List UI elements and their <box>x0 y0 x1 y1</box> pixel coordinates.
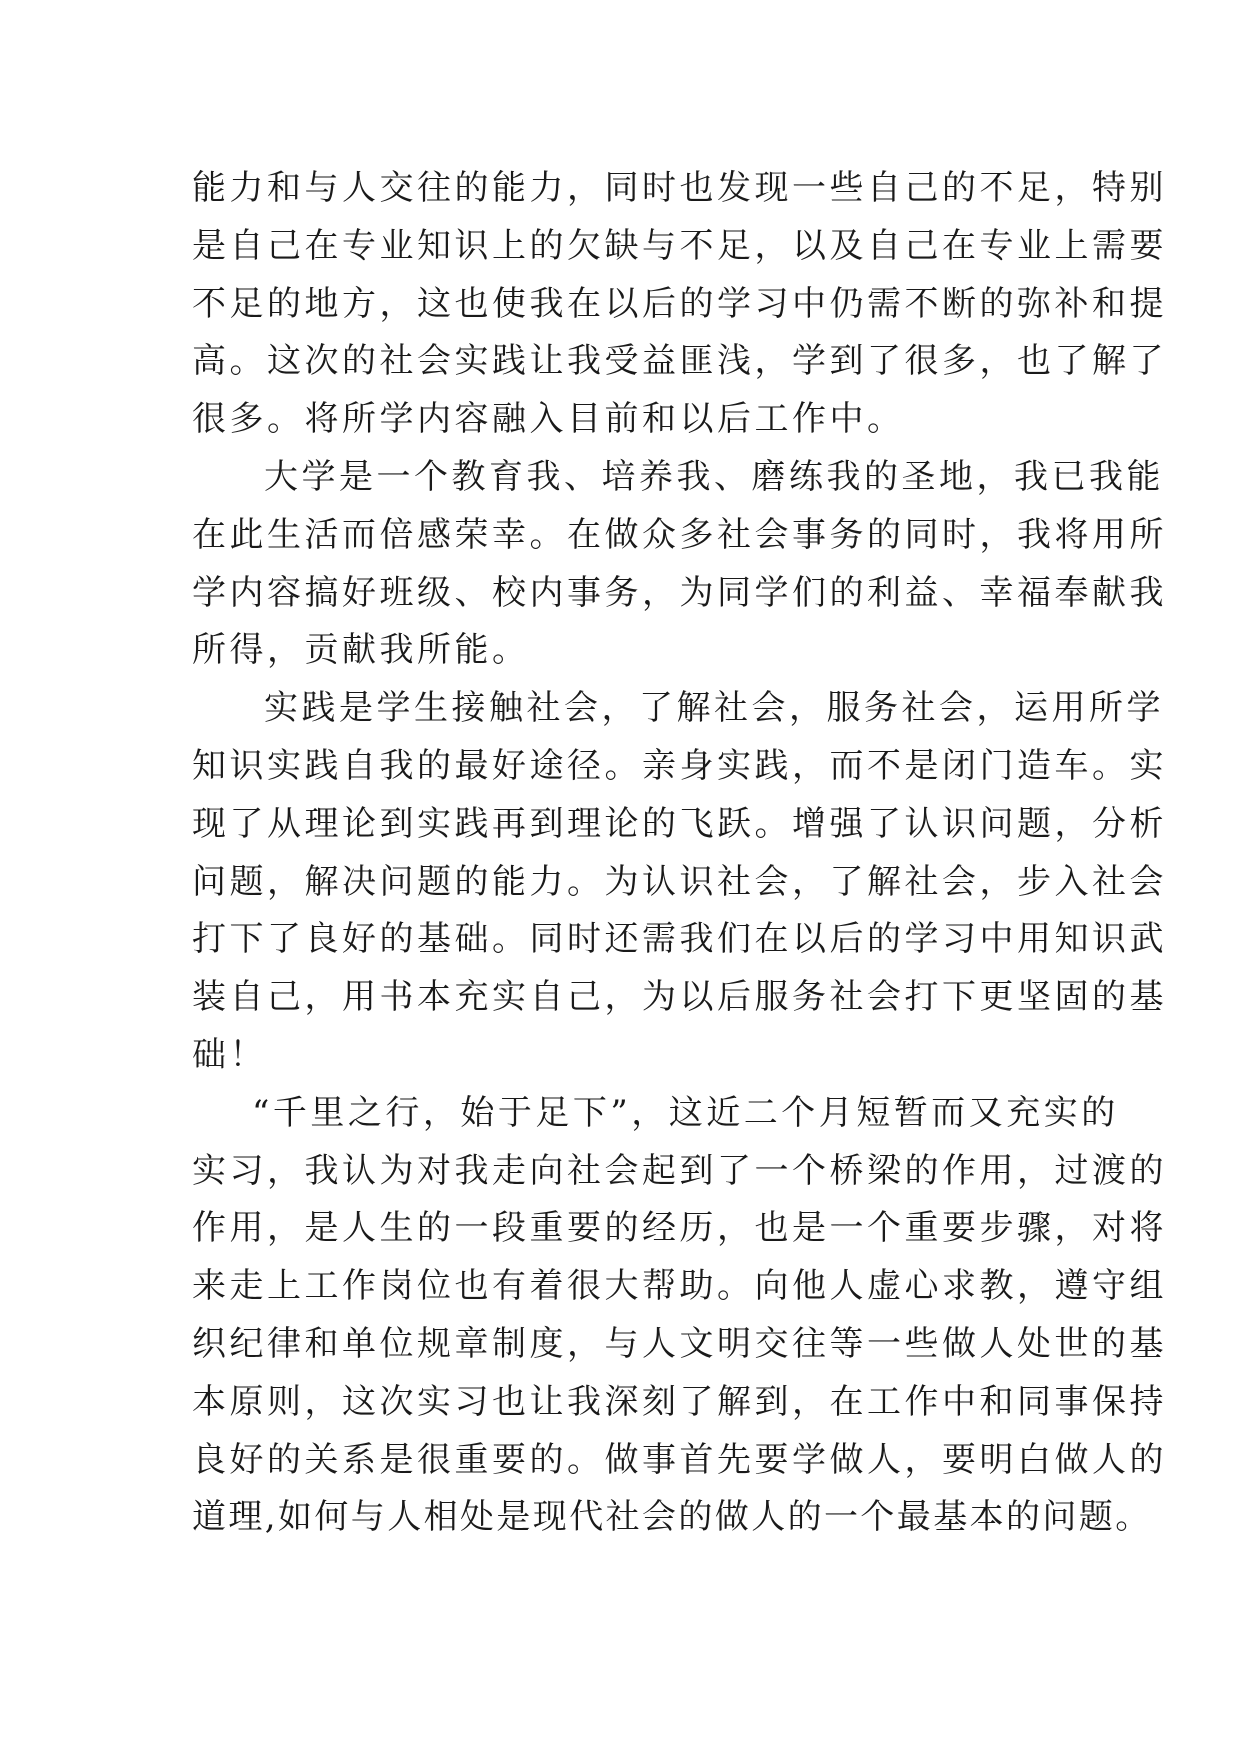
text-line: 实践是学生接触社会，了解社会，服务社会，运用所学 <box>264 688 1164 729</box>
text-line: 来走上工作岗位也有着很大帮助。向他人虚心求教，遵守组 <box>192 1266 1167 1307</box>
text-line: 良好的关系是很重要的。做事首先要学做人，要明白做人的 <box>192 1439 1167 1480</box>
text-line: 作用，是人生的一段重要的经历，也是一个重要步骤，对将 <box>192 1208 1167 1249</box>
text-line: 本原则，这次实习也让我深刻了解到，在工作中和同事保持 <box>192 1381 1167 1422</box>
text-line: 在此生活而倍感荣幸。在做众多社会事务的同时，我将用所 <box>192 514 1167 555</box>
text-line: 装自己，用书本充实自己，为以后服务社会打下更坚固的基 <box>192 977 1167 1018</box>
text-line: 很多。将所学内容融入目前和以后工作中。 <box>192 399 905 440</box>
text-line: 础！ <box>192 1034 267 1075</box>
paragraph-4 <box>192 1085 1167 1547</box>
text-line: 知识实践自我的最好途径。亲身实践，而不是闭门造车。实 <box>192 745 1167 786</box>
paragraph-3 <box>192 680 1167 1085</box>
text-line: 学内容搞好班级、校内事务，为同学们的利益、幸福奉献我 <box>192 572 1167 613</box>
text-line: 大学是一个教育我、培养我、磨练我的圣地，我已我能 <box>264 456 1164 497</box>
text-line: 能力和与人交往的能力，同时也发现一些自己的不足，特别 <box>192 168 1167 208</box>
text-line: 问题，解决问题的能力。为认识社会，了解社会，步入社会 <box>192 861 1167 902</box>
text-line: 打下了良好的基础。同时还需我们在以后的学习中用知识武 <box>192 919 1167 960</box>
paragraph-1 <box>192 160 1167 449</box>
text-line: 道理,如何与人相处是现代社会的做人的一个最基本的问题。 <box>192 1497 1152 1538</box>
text-line: “千里之行，始于足下”，这近二个月短暂而又充实的 <box>252 1092 1119 1133</box>
text-line: 现了从理论到实践再到理论的飞跃。增强了认识问题，分析 <box>192 803 1167 844</box>
text-line: 织纪律和单位规章制度，与人文明交往等一些做人处世的基 <box>192 1323 1167 1364</box>
text-line: 实习，我认为对我走向社会起到了一个桥梁的作用，过渡的 <box>192 1150 1167 1191</box>
text-line: 是自己在专业知识上的欠缺与不足，以及自己在专业上需要 <box>192 225 1167 266</box>
text-line: 所得，贡献我所能。 <box>192 630 530 671</box>
text-line: 高。这次的社会实践让我受益匪浅，学到了很多，也了解了 <box>192 341 1167 382</box>
paragraph-2 <box>192 449 1167 680</box>
text-line: 不足的地方，这也使我在以后的学习中仍需不断的弥补和提 <box>192 283 1167 324</box>
body-text <box>192 160 1167 1547</box>
